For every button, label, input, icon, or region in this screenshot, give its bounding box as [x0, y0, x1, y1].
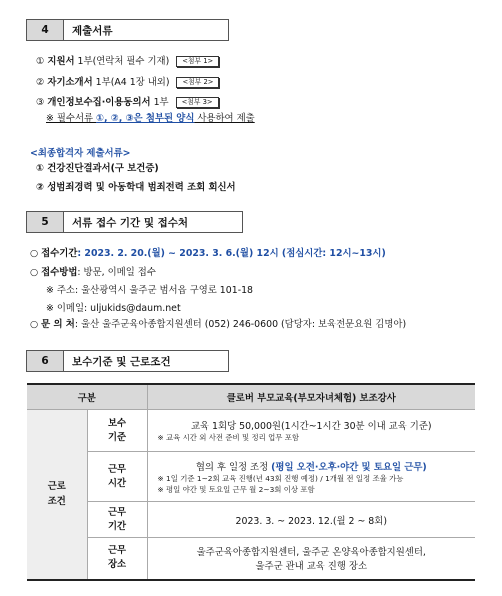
contact-info	[30, 316, 406, 330]
final-doc-item-1	[36, 160, 159, 174]
value-highlight: (평일 오전·오후·야간 및 토요일 근무)	[271, 461, 427, 473]
value-note: ※ 평일 야간 및 토요일 근무 월 2~3회 이상 포함	[157, 484, 315, 494]
row-value: 2023. 3. ~ 2023. 12.(월 2 ~ 8회)	[147, 502, 475, 538]
item-marker: ②	[36, 77, 45, 88]
item-text: 성범죄경력 및 아동학대 범죄전력 조회 회신서	[47, 182, 236, 193]
section-6-header	[26, 350, 229, 372]
row-value	[147, 410, 475, 452]
method-label: 접수방법	[41, 267, 78, 278]
attachment-tag: <첨부 2>	[176, 77, 219, 88]
item-name: 자기소개서	[47, 77, 93, 88]
bullet: ○	[30, 248, 39, 259]
email-note: ※ 이메일: uljukids@daum.net	[46, 303, 181, 314]
item-text: 건강진단결과서(구 보건증)	[47, 163, 159, 174]
bullet: ○	[30, 267, 39, 278]
row-value	[147, 452, 475, 502]
address-note: ※ 주소: 울산광역시 울주군 범서읍 구영로 101-18	[46, 285, 254, 296]
bullet: ○	[30, 319, 39, 330]
doc-item-2	[36, 74, 219, 88]
conditions-table	[27, 383, 475, 581]
value-main	[148, 459, 476, 473]
doc-item-3	[36, 94, 219, 108]
period-label: 접수기간	[41, 248, 78, 259]
value-line: 울주군육아종합지원센터, 울주군 온양육아종합지원센터,	[196, 547, 426, 559]
final-docs-heading: <최종합격자 제출서류>	[30, 148, 131, 159]
value-note: ※ 1일 기준 1~2회 교육 진행(년 43회 진행 예정) / 1개월 전 일정 조율 가능	[157, 473, 404, 483]
row-label: 근무 장소	[87, 538, 147, 580]
item-desc: 1부(연락처 필수 기재)	[77, 56, 170, 67]
value-prefix: 협의 후 일정 조정	[195, 461, 272, 473]
item-marker: ②	[36, 182, 44, 193]
doc-item-1	[36, 53, 219, 67]
table-row	[27, 452, 475, 502]
note-prefix: ※ 필수서류	[46, 113, 97, 124]
attachment-tag: <첨부 3>	[176, 97, 219, 108]
item-name: 개인정보수집·이용동의서	[47, 97, 151, 108]
attachment-tag: <첨부 1>	[176, 56, 219, 67]
header-category: 구분	[27, 384, 147, 410]
item-marker: ①	[36, 56, 45, 67]
item-name: 지원서	[47, 56, 75, 67]
header-position: 클로버 부모교육(부모자녀체험) 보조강사	[147, 384, 475, 410]
section-title: 제출서류	[64, 19, 229, 41]
method-value: : 방문, 이메일 접수	[77, 267, 156, 278]
table-row	[27, 410, 475, 452]
section-title: 보수기준 및 근로조건	[64, 350, 229, 372]
note-highlight: ①, ②, ③은 첨부된 양식	[96, 113, 195, 124]
section-4-header	[26, 19, 229, 41]
contact-value: : 울산 울주군육아종합지원센터 (052) 246-0600 (담당자: 보육전문요원 김명아)	[74, 319, 407, 330]
receipt-period	[30, 245, 386, 259]
note-suffix: 사용하여 제출	[194, 113, 255, 124]
section-number: 6	[26, 350, 64, 372]
section-title: 서류 접수 기간 및 접수처	[64, 211, 243, 233]
required-docs-note	[46, 110, 255, 124]
table-header-row	[27, 384, 475, 410]
period-value: : 2023. 2. 20.(월) ~ 2023. 3. 6.(월) 12시 (점심시간: 12시~13시)	[77, 248, 386, 259]
receipt-method	[30, 264, 156, 278]
value-line: 울주군 관내 교육 진행 장소	[255, 561, 368, 573]
group-label: 근로 조건	[27, 410, 87, 580]
item-marker: ③	[36, 97, 45, 108]
contact-label: 문 의 처	[41, 319, 75, 330]
item-desc: 1부(A4 1장 내외)	[95, 77, 170, 88]
section-5-header	[26, 211, 243, 233]
table-row	[27, 538, 475, 580]
row-label: 보수 기준	[87, 410, 147, 452]
final-doc-item-2	[36, 179, 236, 193]
value-main: 교육 1회당 50,000원(1시간~1시간 30분 이내 교육 기준)	[190, 421, 432, 432]
value-note: ※ 교육 시간 외 사전 준비 및 정리 업무 포함	[157, 433, 300, 442]
row-label: 근무 시간	[87, 452, 147, 502]
table-row	[27, 502, 475, 538]
section-number: 4	[26, 19, 64, 41]
section-number: 5	[26, 211, 64, 233]
row-value	[147, 538, 475, 580]
item-desc: 1부	[153, 97, 169, 108]
item-marker: ①	[36, 163, 44, 174]
row-label: 근무 기간	[87, 502, 147, 538]
